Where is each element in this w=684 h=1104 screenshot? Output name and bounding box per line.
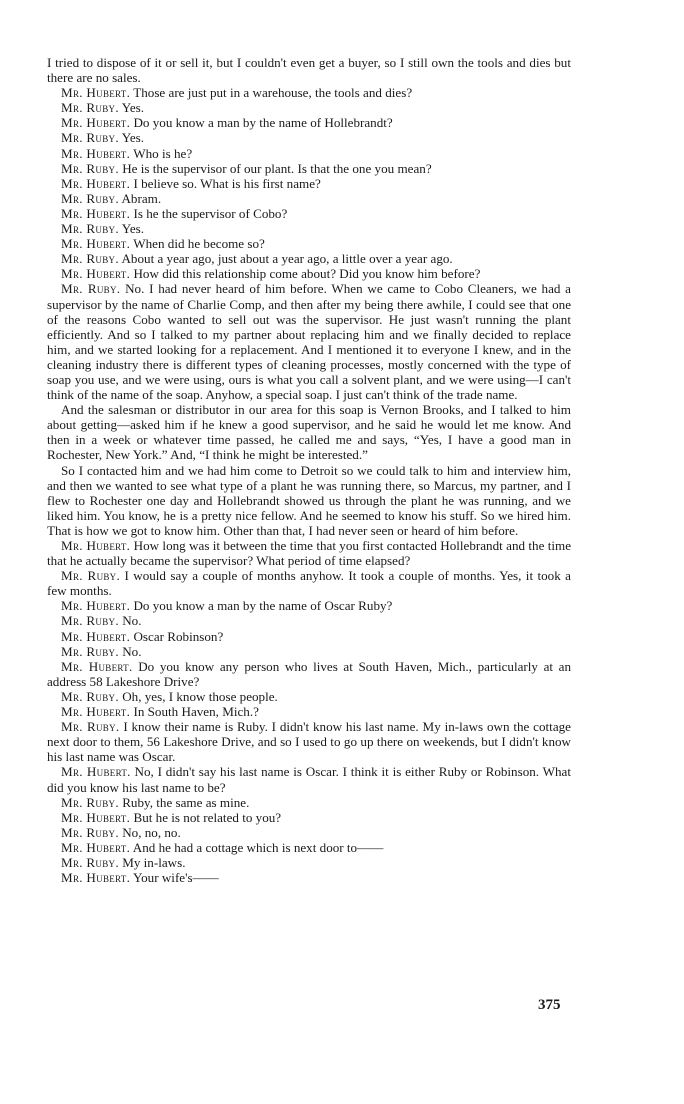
testimony-text: How long was it between the time that you first contacted Hollebrandt and the time that he actually became the supervisor? What period of time elapsed? bbox=[47, 538, 572, 569]
speaker-label: Mr. Ruby. bbox=[61, 854, 119, 870]
page-number: 375 bbox=[538, 997, 561, 1013]
speaker-label: Mr. Hubert. bbox=[61, 236, 131, 252]
speaker-label: Mr. Hubert. bbox=[61, 658, 133, 674]
speaker-label: Mr. Hubert. bbox=[61, 764, 131, 780]
testimony-text: No, I didn't say his last name is Oscar. I think it is either Ruby or Robinson. What did you know his last name to be? bbox=[47, 764, 571, 795]
testimony-paragraph bbox=[47, 538, 571, 568]
testimony-paragraph bbox=[47, 206, 571, 221]
testimony-paragraph bbox=[47, 100, 571, 115]
testimony-paragraph bbox=[47, 161, 571, 176]
speaker-label: Mr. Ruby. bbox=[61, 824, 119, 840]
testimony-text: Do you know any person who lives at South Haven, Mich., particularly at an address 58 Lakeshore Drive? bbox=[47, 658, 572, 689]
testimony-paragraph bbox=[47, 704, 571, 719]
speaker-label: Mr. Hubert. bbox=[61, 598, 131, 614]
testimony-text: Do you know a man by the name of Oscar Ruby? bbox=[133, 598, 393, 614]
testimony-text: Ruby, the same as mine. bbox=[122, 794, 250, 810]
speaker-label: Mr. Hubert. bbox=[61, 205, 131, 221]
testimony-text: In South Haven, Mich.? bbox=[133, 704, 259, 720]
testimony-paragraph bbox=[47, 825, 571, 840]
speaker-label: Mr. Hubert. bbox=[61, 870, 131, 886]
testimony-text: Oh, yes, I know those people. bbox=[122, 688, 278, 704]
testimony-paragraph bbox=[47, 191, 571, 206]
speaker-label: Mr. Hubert. bbox=[61, 115, 131, 131]
testimony-paragraph bbox=[47, 629, 571, 644]
testimony-text: No. bbox=[122, 643, 142, 659]
testimony-text: Yes. bbox=[121, 221, 145, 237]
testimony-text: No. I had never heard of him before. When we came to Cobo Cleaners, we had a supervisor by the name of Charlie Comp, and then after my being there awhile, I could see that one of the reasons Cobo wanted to sell out was the supervisor. He just wasn't running the plant efficiently. And so I talked to my partner about replacing him and we finally decided to replace him, and we started looking for a replacement. And I mentioned it to everyone I knew, and in the cleaning industry there is different types of cleaning processes, mostly concerned with the type of soap you use, and we were using, ours is what you call a solvent plant, and we were using—I can't think of the name of the soap. Anyhow, a special soap. I just can't think of the trade name. bbox=[47, 281, 571, 403]
speaker-label: Mr. Ruby. bbox=[61, 719, 120, 735]
speaker-label: Mr. Hubert. bbox=[61, 175, 131, 191]
speaker-label: Mr. Ruby. bbox=[61, 568, 121, 584]
testimony-paragraph bbox=[47, 402, 571, 462]
speaker-label: Mr. Ruby. bbox=[61, 643, 119, 659]
testimony-paragraph bbox=[47, 764, 571, 794]
testimony-text: I would say a couple of months anyhow. It took a couple of months. Yes, it took a few months. bbox=[47, 568, 571, 599]
speaker-label: Mr. Ruby. bbox=[61, 190, 119, 206]
testimony-text: Abram. bbox=[121, 190, 162, 206]
speaker-label: Mr. Hubert. bbox=[61, 628, 131, 644]
testimony-paragraph bbox=[47, 251, 571, 266]
testimony-text: He is the supervisor of our plant. Is that the one you mean? bbox=[122, 160, 432, 176]
testimony-text: And the salesman or distributor in our area for this soap is Vernon Brooks, and I talked to him about getting—asked him if he knew a good supervisor, and he said he would let me know. And then in a week or whatever time passed, he called me and says, “Yes, I have a good man in Rochester, New York.” And, “I think he might be interested.” bbox=[47, 402, 571, 463]
speaker-label: Mr. Ruby. bbox=[61, 130, 119, 146]
testimony-paragraph bbox=[47, 281, 571, 402]
speaker-label: Mr. Ruby. bbox=[61, 251, 119, 267]
speaker-label: Mr. Hubert. bbox=[61, 538, 131, 553]
testimony-text: I tried to dispose of it or sell it, but I couldn't even get a buyer, so I still own the tools and dies but there are no sales. bbox=[47, 55, 571, 86]
testimony-text: So I contacted him and we had him come to Detroit so we could talk to him and interview him, and then we wanted to see what type of a plant he was running there, so Marcus, my partner, and I flew to Rochester one day and Hollebrandt showed us through the plant he was running, and we liked him. You know, he is a pretty nice fellow. And he seemed to know his stuff. So we hired him. That is how we got to know him. Other than that, I had never seen or heard of him before. bbox=[47, 462, 571, 538]
testimony-paragraph bbox=[47, 176, 571, 191]
testimony-text: Who is he? bbox=[133, 145, 193, 161]
testimony-text: Is he the supervisor of Cobo? bbox=[133, 205, 288, 221]
speaker-label: Mr. Hubert. bbox=[61, 839, 131, 855]
testimony-text: About a year ago, just about a year ago, a little over a year ago. bbox=[121, 251, 453, 267]
testimony-text: No. bbox=[122, 613, 142, 629]
testimony-text: Yes. bbox=[121, 100, 145, 116]
testimony-paragraph bbox=[47, 719, 571, 764]
testimony-paragraph bbox=[47, 236, 571, 251]
speaker-label: Mr. Ruby. bbox=[61, 160, 119, 176]
testimony-paragraph bbox=[47, 266, 571, 281]
testimony-paragraph bbox=[47, 85, 571, 100]
speaker-label: Mr. Ruby. bbox=[61, 100, 119, 116]
speaker-label: Mr. Hubert. bbox=[61, 809, 131, 825]
testimony-paragraph bbox=[47, 689, 571, 704]
testimony-text: My in-laws. bbox=[122, 854, 186, 870]
testimony-text: But he is not related to you? bbox=[133, 809, 282, 825]
speaker-label: Mr. Hubert. bbox=[61, 704, 131, 720]
testimony-paragraph bbox=[47, 146, 571, 161]
testimony-paragraph bbox=[47, 810, 571, 825]
testimony-paragraph bbox=[47, 613, 571, 628]
testimony-paragraph bbox=[47, 795, 571, 810]
testimony-paragraph bbox=[47, 568, 571, 598]
testimony-text: And he had a cottage which is next door to—— bbox=[132, 839, 384, 855]
testimony-paragraph bbox=[47, 598, 571, 613]
testimony-text: No, no, no. bbox=[122, 824, 181, 840]
testimony-text: I believe so. What is his first name? bbox=[133, 175, 321, 191]
testimony-text: How did this relationship come about? Did you know him before? bbox=[133, 266, 481, 282]
speaker-label: Mr. Ruby. bbox=[61, 221, 119, 237]
speaker-label: Mr. Hubert. bbox=[61, 85, 131, 101]
speaker-label: Mr. Ruby. bbox=[61, 688, 119, 704]
testimony-paragraph bbox=[47, 463, 571, 538]
transcript-page bbox=[47, 55, 571, 885]
speaker-label: Mr. Ruby. bbox=[61, 613, 119, 629]
speaker-label: Mr. Ruby. bbox=[61, 281, 121, 297]
testimony-paragraph bbox=[47, 870, 571, 885]
testimony-paragraph bbox=[47, 221, 571, 236]
testimony-text: Those are just put in a warehouse, the tools and dies? bbox=[133, 85, 413, 101]
testimony-paragraph bbox=[47, 840, 571, 855]
testimony-text: When did he become so? bbox=[133, 236, 265, 252]
speaker-label: Mr. Ruby. bbox=[61, 794, 119, 810]
testimony-text: Oscar Robinson? bbox=[133, 628, 224, 644]
testimony-paragraph bbox=[47, 130, 571, 145]
testimony-paragraph bbox=[47, 659, 571, 689]
speaker-label: Mr. Hubert. bbox=[61, 145, 131, 161]
testimony-paragraph bbox=[47, 855, 571, 870]
testimony-text: Your wife's—— bbox=[132, 870, 219, 886]
testimony-text: Yes. bbox=[121, 130, 145, 146]
testimony-text: Do you know a man by the name of Hollebrandt? bbox=[133, 115, 393, 131]
speaker-label: Mr. Hubert. bbox=[61, 266, 131, 282]
testimony-paragraph bbox=[47, 644, 571, 659]
testimony-paragraph bbox=[47, 55, 571, 85]
testimony-paragraph bbox=[47, 115, 571, 130]
testimony-text: I know their name is Ruby. I didn't know his last name. My in-laws own the cottage next door to them, 56 Lakeshore Drive, and so I used to go up there on weekends, but I didn't know his last name was Oscar. bbox=[47, 719, 571, 765]
